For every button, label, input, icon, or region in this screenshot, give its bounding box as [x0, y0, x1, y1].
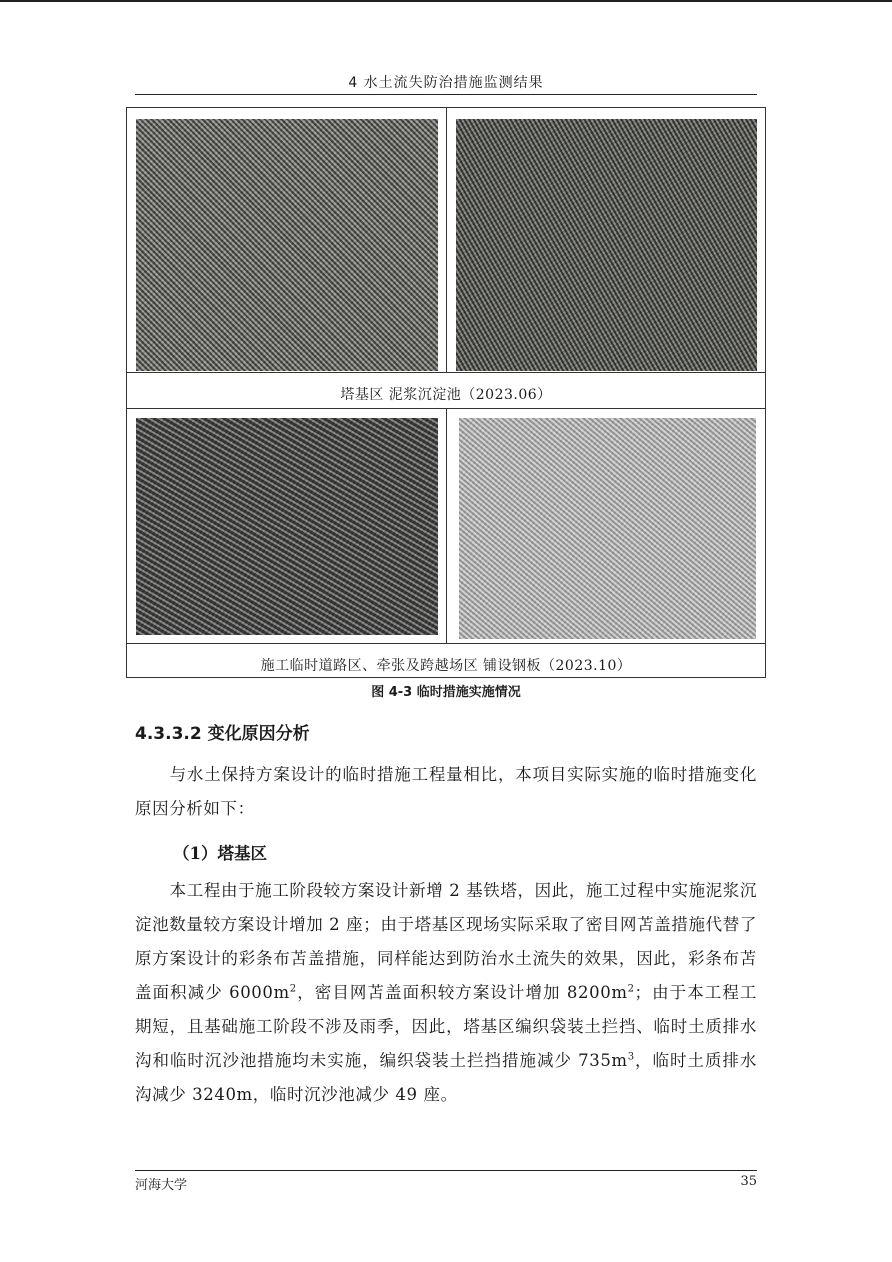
photo-steel-plate-1: [136, 418, 438, 635]
table-row-line: [127, 372, 765, 373]
body-text-part-1: 本工程由于施工阶段较方案设计新增 2 基铁塔，因此，施工过程中实施泥浆沉淀池数量较方案设计增加 2 座；由于塔基区现场实际采取了密目网苫盖措施代替了原方案设计的彩条布苫盖措施，同样能达到防治水土流失的效果，因此，彩条布苫盖面积减少 6000m: [135, 881, 757, 1002]
header-rule: [135, 94, 757, 95]
table-row-line: [127, 408, 765, 409]
photo-mud-settling-pond-2: [456, 119, 757, 371]
subsection-heading: （1）塔基区: [173, 844, 267, 863]
page-number: 35: [740, 1174, 757, 1189]
body-text-part-3: ；由于本工程工期短，且基础施工阶段不涉及雨季，因此，塔基区编织袋装土拦挡、临时土质排水沟和临时沉沙池措施均未实施，编织袋装土拦挡措施减少 735m: [135, 983, 758, 1070]
table-divider-row2: [446, 408, 447, 643]
superscript-area: 2: [289, 983, 297, 995]
footer-institution: 河海大学: [135, 1178, 188, 1193]
photo-caption-row1: 塔基区 泥浆沉淀池（2023.06）: [340, 387, 552, 403]
body-paragraph: [135, 874, 757, 1112]
body-text-part-4: ，临时土质排水沟减少 3240m，临时沉沙池减少 49 座。: [135, 1051, 757, 1104]
body-text-part-2: ，密目网苫盖面积较方案设计增加 8200m: [296, 983, 628, 1002]
superscript-volume: 3: [627, 1051, 635, 1063]
top-border: [0, 0, 892, 2]
running-header: 4 水土流失防治措施监测结果: [348, 75, 544, 91]
footer-rule: [135, 1170, 757, 1171]
photo-mud-settling-pond-1: [136, 119, 438, 371]
figure-caption: 图 4-3 临时措施实施情况: [371, 685, 521, 700]
section-heading: 4.3.3.2 变化原因分析: [135, 724, 310, 744]
photo-caption-row2: 施工临时道路区、牵张及跨越场区 铺设钢板（2023.10）: [260, 658, 632, 674]
photo-table: [126, 107, 766, 678]
intro-paragraph: 与水土保持方案设计的临时措施工程量相比，本项目实际实施的临时措施变化原因分析如下：: [135, 765, 757, 818]
table-divider-row1: [446, 108, 447, 372]
table-row-line: [127, 643, 765, 644]
photo-steel-plate-2: [459, 418, 756, 639]
superscript-area: 2: [627, 983, 635, 995]
